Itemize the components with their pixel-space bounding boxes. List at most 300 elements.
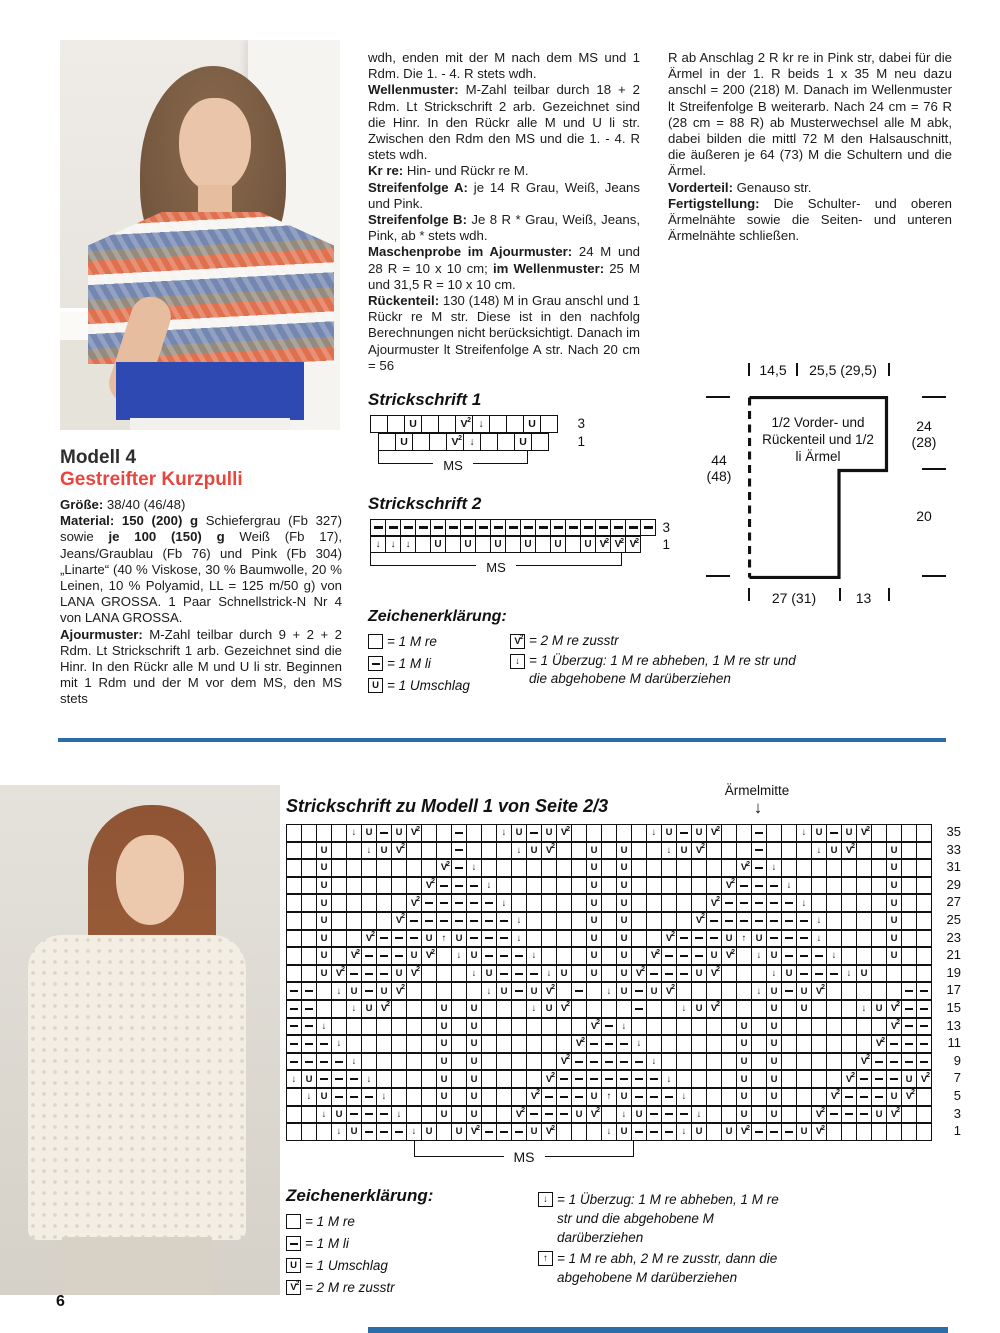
chart-cell bbox=[482, 825, 497, 842]
chart-cell bbox=[872, 1071, 887, 1088]
chart-cell: U bbox=[317, 843, 332, 860]
chart-cell bbox=[782, 931, 797, 948]
chart-cell bbox=[497, 1001, 512, 1018]
chart-cell bbox=[302, 931, 317, 948]
chart-cell: ↓ bbox=[812, 931, 827, 948]
chart-cell: U bbox=[872, 1001, 887, 1018]
chart-cell bbox=[452, 1019, 467, 1036]
chart-cell bbox=[632, 843, 647, 860]
chart-cell bbox=[857, 860, 872, 877]
chart-cell bbox=[437, 843, 452, 860]
chart-cell bbox=[497, 948, 512, 965]
chart-cell bbox=[737, 948, 752, 965]
chart-cell bbox=[413, 434, 430, 451]
chart-cell bbox=[662, 966, 677, 983]
chart-cell bbox=[482, 843, 497, 860]
chart-cell: V 2 bbox=[812, 1124, 827, 1141]
model-number-heading: Modell 4 bbox=[60, 447, 137, 468]
tick bbox=[706, 575, 730, 577]
chart-cell: U bbox=[452, 931, 467, 948]
chart-cell bbox=[677, 913, 692, 930]
chart-cell: ↓ bbox=[602, 1124, 617, 1141]
chart-cell bbox=[812, 1001, 827, 1018]
chart-cell: U bbox=[527, 983, 542, 1000]
chart-cell bbox=[596, 520, 611, 536]
chart-cell bbox=[407, 860, 422, 877]
chart-cell bbox=[422, 913, 437, 930]
chart-cell bbox=[379, 434, 396, 451]
chart-cell: ↓ bbox=[527, 948, 542, 965]
chart-cell bbox=[797, 843, 812, 860]
chart-cell bbox=[872, 1019, 887, 1036]
chart-cell bbox=[677, 895, 692, 912]
chart-cell bbox=[332, 878, 347, 895]
chart-cell bbox=[377, 931, 392, 948]
chart-cell: V 2 bbox=[857, 1054, 872, 1071]
photo-face bbox=[179, 98, 251, 192]
chart-cell bbox=[362, 948, 377, 965]
chart-cell bbox=[422, 895, 437, 912]
chart-cell bbox=[647, 1089, 662, 1106]
chart-cell: V 2 bbox=[812, 983, 827, 1000]
chart-cell bbox=[542, 895, 557, 912]
chart-cell bbox=[452, 966, 467, 983]
chart-cell: ↓ bbox=[467, 860, 482, 877]
chart-cell: U bbox=[467, 948, 482, 965]
chart-cell bbox=[752, 1001, 767, 1018]
chart-cell: ↓ bbox=[317, 1107, 332, 1124]
chart-cell: ↓ bbox=[812, 913, 827, 930]
chart-cell bbox=[797, 948, 812, 965]
chart-cell bbox=[887, 825, 902, 842]
strickschrift2-grid bbox=[370, 519, 670, 553]
chart-cell bbox=[482, 913, 497, 930]
chart-cell bbox=[302, 1054, 317, 1071]
chart-cell bbox=[587, 1054, 602, 1071]
chart-cell bbox=[662, 860, 677, 877]
chart-cell bbox=[857, 1107, 872, 1124]
chart-cell bbox=[512, 895, 527, 912]
chart-cell bbox=[857, 1089, 872, 1106]
chart-cell: U bbox=[587, 966, 602, 983]
chart-cell: ↓ bbox=[362, 1071, 377, 1088]
chart-cell bbox=[557, 1071, 572, 1088]
chart-cell: ↓ bbox=[347, 825, 362, 842]
schematic-bottom-measure-2: 13 bbox=[855, 590, 872, 606]
chart-cell bbox=[842, 931, 857, 948]
chart-cell: U bbox=[422, 931, 437, 948]
chart-cell: ↓ bbox=[767, 860, 782, 877]
chart-cell bbox=[557, 931, 572, 948]
chart-cell bbox=[782, 825, 797, 842]
chart-cell: U bbox=[617, 895, 632, 912]
chart-cell bbox=[677, 931, 692, 948]
chart-cell bbox=[692, 860, 707, 877]
chart-cell bbox=[647, 931, 662, 948]
chart-cell bbox=[302, 825, 317, 842]
chart-cell: ↓ bbox=[371, 537, 386, 553]
chart-cell bbox=[647, 1019, 662, 1036]
legend-entry bbox=[368, 654, 503, 674]
chart-cell bbox=[422, 983, 437, 1000]
chart-cell: U bbox=[317, 931, 332, 948]
chart-cell bbox=[782, 843, 797, 860]
chart-cell bbox=[812, 948, 827, 965]
chart-cell: U bbox=[887, 1089, 902, 1106]
chart-cell bbox=[872, 895, 887, 912]
chart-cell bbox=[782, 1036, 797, 1053]
chart-cell bbox=[557, 843, 572, 860]
chart-cell: ↓ bbox=[401, 537, 416, 553]
chart-cell bbox=[752, 966, 767, 983]
stitch-symbol-icon: ↑ bbox=[538, 1251, 553, 1266]
chart-cell bbox=[812, 966, 827, 983]
chart-cell: ↓ bbox=[512, 843, 527, 860]
chart-cell bbox=[572, 931, 587, 948]
chart-cell bbox=[287, 1107, 302, 1124]
legend-entry-text: = 1 M li bbox=[305, 1236, 349, 1251]
chart-cell bbox=[481, 434, 498, 451]
left-column-text: Größe: 38/40 (46/48) Material: 150 (200) g Schiefergrau (Fb 327) sowie je 100 (150) g Weiß (Fb 17), Jeans/Graublau (Fb 76) und Pink (Fb 304) „Linarte“ (40 % Viskose, 30 % Baumwolle, 20 % Leinen, 10 % Polyamid, LL = 125 m/50 g) von LANA GROSSA. 1 Paar Schnellstrick-N Nr 4 von LANA GROSSA. Ajourmuster: M-Zahl teilbar durch 9 + 2 + 2 Rdm. Lt Strickschrift 1 arb. Gezeichnet sind die Hinr. In den Rückr alle M und U li str. Beginnen mit 1 Rdm und der M vor dem MS, den MS stets bbox=[60, 497, 342, 707]
model-title bbox=[60, 447, 342, 501]
row-number: 11 bbox=[947, 1035, 961, 1051]
chart-cell bbox=[587, 1001, 602, 1018]
chart-cell bbox=[647, 843, 662, 860]
chart-cell: V 2 bbox=[377, 1001, 392, 1018]
chart-cell bbox=[857, 913, 872, 930]
chart-cell: U bbox=[317, 966, 332, 983]
stitch-symbol-icon: V 2 bbox=[286, 1280, 301, 1295]
chart-cell: U bbox=[467, 1071, 482, 1088]
chart-cell: U bbox=[587, 843, 602, 860]
chart-cell: ↓ bbox=[464, 434, 481, 451]
chart-cell bbox=[491, 520, 506, 536]
chart-cell bbox=[302, 948, 317, 965]
chart-cell bbox=[332, 913, 347, 930]
chart-cell bbox=[602, 931, 617, 948]
chart-cell: U bbox=[317, 878, 332, 895]
chart-cell bbox=[347, 860, 362, 877]
chart-cell bbox=[782, 913, 797, 930]
chart-cell: ↓ bbox=[542, 966, 557, 983]
chart-cell: U bbox=[737, 1036, 752, 1053]
chart-cell bbox=[377, 878, 392, 895]
chart-cell bbox=[617, 1036, 632, 1053]
chart-cell bbox=[827, 1001, 842, 1018]
photo-skirt-white bbox=[130, 418, 290, 430]
chart-cell: U bbox=[542, 1001, 557, 1018]
chart-cell: V 2 bbox=[437, 860, 452, 877]
chart-cell bbox=[707, 860, 722, 877]
chart-cell bbox=[287, 1089, 302, 1106]
chart-cell bbox=[767, 895, 782, 912]
chart-cell bbox=[407, 1071, 422, 1088]
chart-cell: U bbox=[521, 537, 536, 553]
chart-cell bbox=[902, 1107, 917, 1124]
chart-cell: V 2 bbox=[456, 416, 473, 433]
photo-model-striped-pullover bbox=[60, 40, 340, 430]
chart-cell bbox=[617, 1071, 632, 1088]
chart-cell bbox=[797, 913, 812, 930]
chart-cell bbox=[482, 895, 497, 912]
chart-cell: ↓ bbox=[347, 1001, 362, 1018]
schematic-left-measure: 44 (48) bbox=[706, 452, 732, 484]
chart-cell bbox=[617, 1001, 632, 1018]
chart-cell bbox=[566, 537, 581, 553]
stitch-symbol-icon bbox=[368, 656, 383, 671]
chart-cell: U bbox=[437, 1071, 452, 1088]
chart-cell: U bbox=[887, 878, 902, 895]
chart-cell bbox=[287, 983, 302, 1000]
chart-cell: U bbox=[392, 825, 407, 842]
chart-cell bbox=[917, 1001, 932, 1018]
chart-cell: V 2 bbox=[557, 1001, 572, 1018]
chart-cell: U bbox=[887, 895, 902, 912]
chart-cell bbox=[377, 860, 392, 877]
chart-cell bbox=[377, 948, 392, 965]
chart-cell bbox=[782, 1019, 797, 1036]
chart-cell bbox=[827, 878, 842, 895]
chart-cell bbox=[872, 913, 887, 930]
chart-cell bbox=[437, 966, 452, 983]
chart-cell bbox=[722, 1036, 737, 1053]
chart-cell bbox=[632, 825, 647, 842]
chart-cell bbox=[332, 948, 347, 965]
chart-cell bbox=[812, 1071, 827, 1088]
section-divider bbox=[58, 738, 946, 742]
chart-cell bbox=[422, 416, 439, 433]
chart-cell bbox=[392, 1036, 407, 1053]
chart-cell bbox=[917, 1019, 932, 1036]
chart-cell bbox=[482, 860, 497, 877]
legend-top-heading: Zeichenerklärung: bbox=[368, 608, 507, 625]
chart-cell: U bbox=[437, 1019, 452, 1036]
chart-cell bbox=[917, 913, 932, 930]
chart-cell: V 2 bbox=[557, 1054, 572, 1071]
chart-cell bbox=[572, 860, 587, 877]
chart-cell: ↓ bbox=[812, 843, 827, 860]
chart-cell bbox=[722, 860, 737, 877]
chart-cell bbox=[572, 966, 587, 983]
chart-cell: U bbox=[467, 1019, 482, 1036]
chart-cell bbox=[677, 983, 692, 1000]
chart-cell bbox=[737, 825, 752, 842]
chart-cell bbox=[692, 1089, 707, 1106]
chart-cell bbox=[647, 1001, 662, 1018]
chart-cell: ↓ bbox=[392, 1107, 407, 1124]
chart-cell bbox=[842, 983, 857, 1000]
strickschrift2-heading: Strickschrift 2 bbox=[368, 494, 482, 513]
chart-cell: U bbox=[467, 1107, 482, 1124]
chart-cell bbox=[917, 878, 932, 895]
chart-cell bbox=[872, 860, 887, 877]
legend-bottom-right bbox=[538, 1190, 788, 1289]
chart-cell bbox=[587, 1124, 602, 1141]
chart-cell: ↓ bbox=[482, 983, 497, 1000]
legend-entry-text: = 1 Umschlag bbox=[387, 678, 470, 693]
chart-cell bbox=[572, 843, 587, 860]
chart-cell bbox=[602, 913, 617, 930]
chart-cell: U bbox=[347, 983, 362, 1000]
chart-cell bbox=[902, 895, 917, 912]
chart-cell bbox=[452, 1089, 467, 1106]
chart-cell bbox=[617, 825, 632, 842]
chart-cell bbox=[542, 878, 557, 895]
chart-cell bbox=[692, 1054, 707, 1071]
chart-cell bbox=[827, 1036, 842, 1053]
chart-cell: ↓ bbox=[632, 1036, 647, 1053]
chart-cell bbox=[677, 966, 692, 983]
chart-cell bbox=[557, 1089, 572, 1106]
chart-cell: U bbox=[857, 966, 872, 983]
chart-cell bbox=[407, 1054, 422, 1071]
armmitte-label: Ärmelmitte bbox=[724, 783, 790, 798]
chart-cell bbox=[647, 1124, 662, 1141]
chart-cell bbox=[302, 878, 317, 895]
chart-cell: V 2 bbox=[626, 537, 641, 553]
chart-cell bbox=[317, 825, 332, 842]
chart-cell: V 2 bbox=[542, 843, 557, 860]
chart-cell: U bbox=[617, 878, 632, 895]
chart-cell: V 2 bbox=[887, 1107, 902, 1124]
chart-cell bbox=[527, 1036, 542, 1053]
chart-cell bbox=[677, 878, 692, 895]
row-number: 7 bbox=[953, 1070, 961, 1086]
chart-cell bbox=[662, 895, 677, 912]
chart-cell bbox=[677, 1107, 692, 1124]
chart-cell bbox=[611, 520, 626, 536]
legend-entry-text: = 1 M re abh, 2 M re zusstr, dann die abgehobene M darüberziehen bbox=[557, 1251, 778, 1285]
chart-cell: U bbox=[392, 966, 407, 983]
chart-cell bbox=[827, 983, 842, 1000]
chart-cell: U bbox=[767, 1071, 782, 1088]
chart-cell bbox=[482, 1124, 497, 1141]
chart-cell bbox=[332, 931, 347, 948]
chart-cell bbox=[752, 895, 767, 912]
chart-cell bbox=[707, 1019, 722, 1036]
chart-cell bbox=[422, 843, 437, 860]
chart-cell bbox=[602, 860, 617, 877]
photo-face bbox=[116, 835, 184, 925]
chart-cell bbox=[857, 843, 872, 860]
chart-cell: ↓ bbox=[617, 1107, 632, 1124]
chart-cell bbox=[527, 931, 542, 948]
chart-cell: U bbox=[317, 860, 332, 877]
chart-cell: ↓ bbox=[677, 1001, 692, 1018]
chart-cell bbox=[722, 1019, 737, 1036]
chart-cell bbox=[287, 1054, 302, 1071]
chart-cell bbox=[407, 1036, 422, 1053]
chart-cell bbox=[662, 1036, 677, 1053]
chart-cell bbox=[737, 895, 752, 912]
chart-cell bbox=[431, 520, 446, 536]
chart-cell bbox=[347, 878, 362, 895]
stitch-symbol-icon bbox=[368, 634, 383, 649]
chart-cell bbox=[512, 983, 527, 1000]
chart-cell bbox=[842, 878, 857, 895]
chart-cell bbox=[827, 1019, 842, 1036]
schematic-right-measure-bottom: 20 bbox=[916, 508, 932, 524]
chart-cell: V 2 bbox=[392, 983, 407, 1000]
chart-cell: U bbox=[887, 843, 902, 860]
chart-cell: U bbox=[677, 843, 692, 860]
legend-entry bbox=[538, 1190, 788, 1247]
chart-cell: U bbox=[542, 825, 557, 842]
chart-cell bbox=[917, 1107, 932, 1124]
big-chart-grid bbox=[286, 824, 961, 1141]
chart-cell bbox=[542, 1036, 557, 1053]
middle-column-text: wdh, enden mit der M nach dem MS und 1 Rdm. Die 1. - 4. R stets wdh. Wellenmuster: M-Zahl teilbar durch 18 + 2 Rdm. Lt Strickschrift 2 arb. Gezeichnet sind die Hinr. In den Rückr alle M und U li str. Zwischen den Rdm den MS und die 1. - 4. R stets wdh. Kr re: Hin- und Rückr re M. Streifenfolge A: je 14 R Grau, Weiß, Jeans und Pink. Streifenfolge B: Je 8 R * Grau, Weiß, Jeans, Pink, ab * stets wdh. Maschenprobe im Ajourmuster: 24 M und 28 R = 10 x 10 cm; im Wellenmuster: 25 M und 31,5 R = 10 x 10 cm. Rückenteil: 130 (148) M in Grau anschl und 1 Rückr re M str. Diese ist in den nachfolg Berechnungen nicht berücksichtigt. Danach im Ajourmuster lt Streifenfolge A str. Nach 20 cm = 56 bbox=[368, 50, 641, 373]
chart-cell: V 2 bbox=[872, 1036, 887, 1053]
chart-cell bbox=[527, 860, 542, 877]
chart-cell bbox=[287, 895, 302, 912]
row-number: 5 bbox=[953, 1087, 961, 1103]
chart-cell bbox=[902, 931, 917, 948]
legend-entry bbox=[510, 632, 800, 650]
chart-cell bbox=[872, 878, 887, 895]
chart-cell bbox=[647, 860, 662, 877]
chart-cell bbox=[752, 878, 767, 895]
chart-cell: U bbox=[396, 434, 413, 451]
chart-cell: V 2 bbox=[842, 843, 857, 860]
chart-cell bbox=[887, 966, 902, 983]
chart-cell: U bbox=[467, 1089, 482, 1106]
chart-cell bbox=[632, 1001, 647, 1018]
chart-cell bbox=[902, 860, 917, 877]
chart-cell bbox=[482, 1019, 497, 1036]
chart-cell bbox=[422, 825, 437, 842]
chart-cell bbox=[452, 878, 467, 895]
stitch-symbol-icon bbox=[286, 1236, 301, 1251]
chart-cell bbox=[767, 825, 782, 842]
chart-cell bbox=[437, 1124, 452, 1141]
ms-label: MS bbox=[504, 1149, 545, 1165]
chart-cell bbox=[902, 913, 917, 930]
chart-cell bbox=[332, 825, 347, 842]
chart-cell bbox=[872, 931, 887, 948]
chart-cell bbox=[542, 1019, 557, 1036]
chart-cell: V 2 bbox=[347, 948, 362, 965]
chart-cell bbox=[452, 1001, 467, 1018]
chart-cell: V 2 bbox=[542, 1124, 557, 1141]
row-number: 9 bbox=[953, 1052, 961, 1068]
chart-cell bbox=[476, 537, 491, 553]
chart-cell bbox=[362, 860, 377, 877]
legend-entry bbox=[286, 1212, 436, 1232]
chart-cell bbox=[521, 520, 536, 536]
chart-cell bbox=[416, 520, 431, 536]
chart-cell bbox=[527, 1054, 542, 1071]
chart-cell: ↓ bbox=[377, 1089, 392, 1106]
chart-cell: ↓ bbox=[677, 1089, 692, 1106]
chart-cell bbox=[797, 931, 812, 948]
chart-cell bbox=[677, 1054, 692, 1071]
legend-bottom-left bbox=[286, 1212, 436, 1300]
chart-cell bbox=[506, 520, 521, 536]
legend-entry-text: = 1 M li bbox=[387, 656, 431, 671]
chart-cell bbox=[422, 1036, 437, 1053]
chart-cell bbox=[707, 913, 722, 930]
chart-cell: U bbox=[737, 1054, 752, 1071]
chart-cell: V 2 bbox=[857, 825, 872, 842]
chart-cell: U bbox=[752, 931, 767, 948]
chart-cell bbox=[506, 537, 521, 553]
chart-cell: U bbox=[524, 416, 541, 433]
ms-label: MS bbox=[433, 458, 473, 473]
chart-cell: V 2 bbox=[902, 1089, 917, 1106]
chart-cell: U bbox=[332, 1107, 347, 1124]
chart-cell: U bbox=[647, 983, 662, 1000]
